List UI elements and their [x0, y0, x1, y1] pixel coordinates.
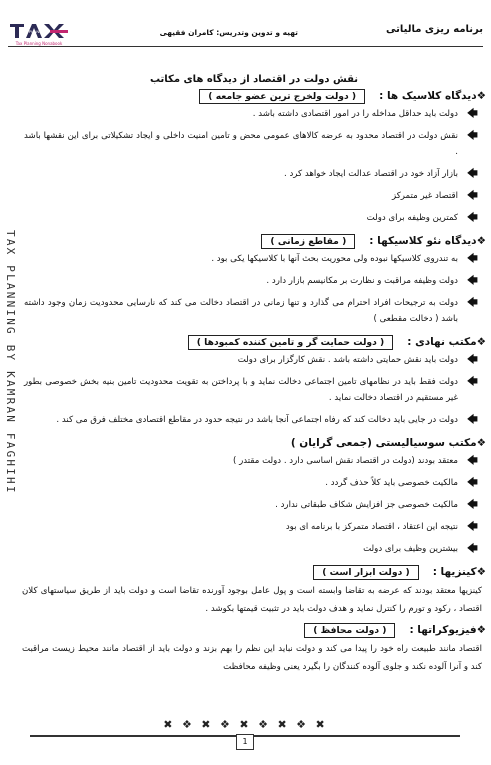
list-item: 🡄 نقش دولت در اقتصاد محدود به عرضه کالاهای عمومی محض و تامین امنیت داخلی و ایجاد تشکیلاتی برای این نقشها باشد .	[24, 129, 478, 157]
side-watermark-text: TAX PLANNING BY KAMRAN FAGHIHI	[4, 230, 17, 495]
section-keynesians	[22, 563, 486, 618]
arrow-left-icon: 🡄	[466, 167, 478, 180]
section-heading: ❖مکتب سوسیالیستی (جمعی گرایان )	[290, 437, 486, 449]
section-paragraph: اقتصاد مانند طبیعت راه خود را پیدا می کند و دولت نباید این نظم را بهم بزند و دولت باید از اقتصاد مانند محیط زیست مراقبت کند و آنرا آلوده نکند و جلوی آلوده کنندگان را بگیرد یعنی وظیفه محافظت	[22, 644, 482, 672]
section-physiocrats	[22, 621, 486, 676]
list-item: 🡄 نتیجه این اعتقاد ، اقتصاد متمرکز با برنامه ای بود	[285, 520, 478, 533]
section-tag: ( دولت حمایت گر و تامین کننده کمبودها )	[188, 335, 394, 350]
list-item: 🡄 دولت به ترجیحات افراد احترام می گذارد و تنها زمانی در اقتصاد دخالت می کند که نارسایی محدودیت زمان وجود داشته باشد ( دخالت مقطعی )	[24, 296, 478, 324]
logo-tagline: Tax Planning Nonabook	[15, 41, 63, 46]
list-item: 🡄 معتقد بودند (دولت در اقتصاد نقش اساسی دارد . دولت مقتدر )	[233, 454, 478, 467]
section-tag: ( مقاطع زمانی )	[261, 234, 355, 249]
arrow-left-icon: 🡄	[466, 498, 478, 511]
header-title: برنامه ریزی مالیاتی	[385, 24, 483, 35]
section-institutional	[22, 333, 486, 428]
section-heading: ❖دیدگاه کلاسیک ها :	[379, 90, 486, 102]
list-item: 🡄 دولت باید نقش حمایتی داشته باشد . نقش کارگزار برای دولت	[237, 353, 478, 366]
arrow-left-icon: 🡄	[466, 211, 478, 224]
section-heading: ❖دیدگاه نئو کلاسیکها :	[369, 235, 486, 247]
section-tag: ( دولت ولخرج ترین عضو جامعه )	[199, 89, 365, 104]
list-item: 🡄 کمترین وظیفه برای دولت	[366, 211, 478, 224]
header-divider	[8, 46, 483, 47]
section-heading: ❖مکتب نهادی :	[407, 336, 486, 348]
arrow-left-icon: 🡄	[466, 520, 478, 533]
arrow-left-icon: 🡄	[466, 129, 478, 142]
list-item: 🡄 دولت باید حداقل مداخله را در امور اقتصادی داشته باشد .	[252, 107, 478, 120]
side-watermark	[2, 230, 18, 600]
list-item: 🡄 مالکیت خصوصی جز افزایش شکاف طبقاتی ندارد .	[275, 498, 478, 511]
arrow-left-icon: 🡄	[466, 542, 478, 555]
list-item: 🡄 دولت وظیفه مراقبت و نظارت بر مکانیسم بازار دارد .	[266, 274, 478, 287]
section-neoclassics	[22, 232, 486, 327]
arrow-left-icon: 🡄	[466, 274, 478, 287]
list-item: 🡄 به تندروی کلاسیکها نبوده ولی محوریت بحث آنها با کلاسیکها یکی بود .	[211, 252, 478, 265]
page-header	[8, 22, 483, 48]
arrow-left-icon: 🡄	[466, 107, 478, 120]
list-item: 🡄 دولت فقط باید در نظامهای تامین اجتماعی دخالت نماید و با پرداختن به تقویت محدودیت تامین بنیه بخش خصوصی بطور غیر مستقیم در اقتصاد دخالت نماید .	[24, 375, 478, 403]
section-paragraph: کینزیها معتقد بودند که عرضه به تقاضا وابسته است و پول عامل بوجود آورنده تقاضا است و دولت باید از طریق سیاستهای کلان اقتصاد ، رکود و تورم را کنترل نماید و هدف دولت باید در تثبیت قیمتها بکوشد .	[22, 586, 482, 614]
page-number: 1	[236, 734, 254, 750]
section-socialist	[22, 434, 486, 557]
list-item: 🡄 دولت در جایی باید دخالت کند که رفاه اجتماعی آنجا باشد در نتیجه حدود در مقاطع اقتصادی مختلف فرق می کند .	[56, 413, 478, 426]
document-body	[22, 74, 486, 679]
list-item: 🡄 بیشترین وظیف برای دولت	[363, 542, 478, 555]
svg-text:PLANNING: PLANNING	[28, 29, 50, 34]
arrow-left-icon: 🡄	[466, 454, 478, 467]
header-author: تهیه و تدوین وتدریس: کامران فقیهی	[159, 28, 298, 37]
list-item: 🡄 اقتصاد غیر متمرکز	[391, 189, 478, 202]
arrow-left-icon: 🡄	[466, 189, 478, 202]
tax-logo-mark	[10, 22, 68, 40]
list-item: 🡄 مالکیت خصوصی باید کلاً حذف گردد .	[325, 476, 478, 489]
tax-logo	[10, 22, 68, 48]
list-item: 🡄 بازار آزاد خود در اقتصاد عدالت ایجاد خواهد کرد .	[283, 167, 478, 180]
arrow-left-icon: 🡄	[466, 296, 478, 309]
document-title: نقش دولت در اقتصاد از دیدگاه های مکاتب	[149, 74, 359, 85]
arrow-left-icon: 🡄	[466, 353, 478, 366]
section-heading: ❖کینزیها :	[432, 566, 486, 578]
footer-ornament: ✖ ❖ ✖ ❖ ✖ ❖ ✖ ❖ ✖	[163, 718, 328, 731]
arrow-left-icon: 🡄	[466, 476, 478, 489]
arrow-left-icon: 🡄	[466, 375, 478, 388]
section-heading: ❖فیزیوکراتها :	[409, 624, 486, 636]
arrow-left-icon: 🡄	[466, 413, 478, 426]
section-classics	[22, 87, 486, 226]
arrow-left-icon: 🡄	[466, 252, 478, 265]
section-tag: ( دولت ابزار است )	[313, 565, 418, 580]
section-tag: ( دولت محافظ )	[304, 623, 395, 638]
